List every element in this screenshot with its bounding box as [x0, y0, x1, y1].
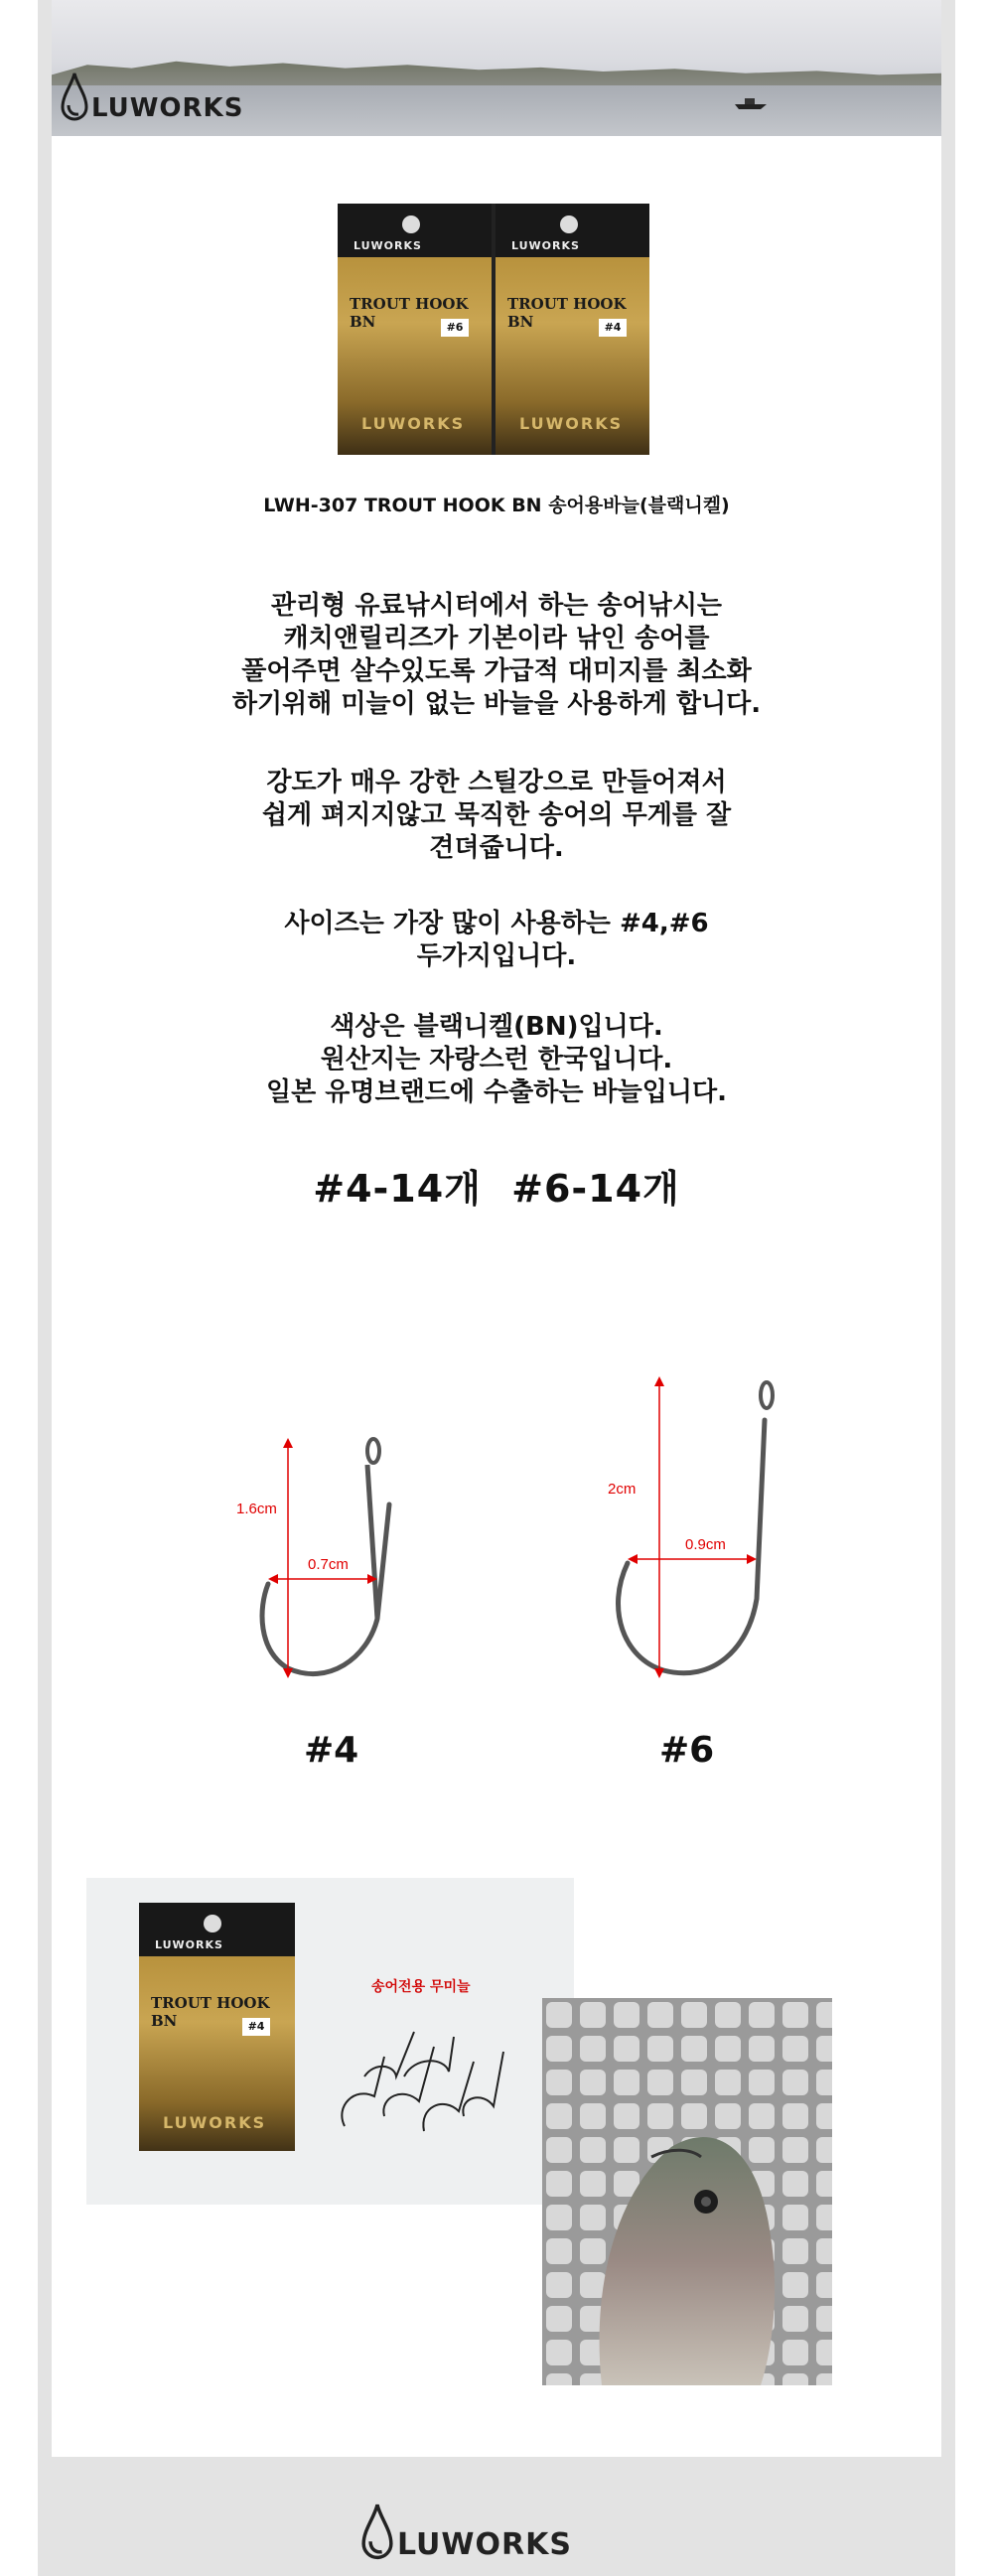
product-image: [338, 204, 649, 455]
pack-brand: LUWORKS: [511, 239, 580, 252]
hook-6-height-label: 2cm: [608, 1481, 637, 1498]
hook-4-width-label: 0.7cm: [308, 1556, 349, 1573]
description-line: 원산지는 자랑스런 한국입니다.: [320, 1045, 673, 1074]
hook-4-shank: [367, 1465, 377, 1619]
footer-logo-text: LUWORKS: [397, 2527, 572, 2562]
hook-4-height-arrow-bottom: [283, 1668, 293, 1678]
description-paragraph-3: [0, 908, 993, 973]
logo-drop-icon: [359, 2503, 395, 2562]
description-line: 풀어주면 살수있도록 가급적 대미지를 최소화: [241, 656, 752, 686]
description-line: 색상은 블랙니켈(BN)입니다.: [330, 1012, 663, 1042]
hook-4-label: #4: [304, 1730, 359, 1771]
pack-hang-hole: [560, 215, 578, 233]
description-line: 강도가 매우 강한 스틸강으로 만들어져서: [266, 768, 727, 797]
description-line: 하기위해 미늘이 없는 바늘을 사용하게 합니다.: [231, 689, 762, 719]
pack-hang-hole: [402, 215, 420, 233]
description-paragraph-4: [0, 1011, 993, 1109]
hook-6-width-label: 0.9cm: [685, 1536, 726, 1553]
hook-6-height-arrow-top: [654, 1376, 664, 1386]
photo-pack: [139, 1903, 295, 2151]
barbless-label: 송어전용 무미늘: [371, 1979, 471, 1995]
trout-in-net-image: [542, 1998, 832, 2385]
description-line: 두가지입니다.: [416, 941, 577, 971]
header-logo-text: LUWORKS: [91, 93, 244, 123]
product-caption: LWH-307 TROUT HOOK BN 송어용바늘(블랙니켈): [263, 495, 730, 516]
pack-brand-large: LUWORKS: [519, 414, 624, 433]
hook-6-eye: [761, 1382, 773, 1408]
description-line: 관리형 유료낚시터에서 하는 송어낚시는: [270, 591, 723, 621]
description-line: 쉽게 펴지지않고 묵직한 송어의 무게를 잘: [261, 800, 732, 830]
description-paragraph-1: [0, 590, 993, 721]
pack-size: #4: [599, 319, 627, 337]
hook-6-diagram: [580, 1360, 808, 1718]
hook-6-width-arrow-right: [747, 1554, 757, 1564]
hook-4-height-label: 1.6cm: [236, 1501, 277, 1517]
hook-4-eye: [367, 1439, 379, 1463]
pack-title: TROUT HOOK BN: [507, 295, 627, 331]
description-line: 견뎌줍니다.: [429, 833, 564, 863]
quantity-text: #4-14개 #6-14개: [313, 1167, 680, 1211]
hook-6-height-arrow-bottom: [654, 1668, 664, 1678]
pack-hang-hole: [204, 1915, 221, 1932]
header-logo: [60, 72, 243, 123]
trout-photo: [542, 1998, 832, 2385]
product-photo-hooks: [86, 1878, 574, 2205]
description-line: 사이즈는 가장 많이 사용하는 #4,#6: [284, 909, 709, 938]
product-pack-left: [338, 204, 492, 455]
pack-size: #4: [242, 2018, 270, 2036]
hook-6-label: #6: [659, 1730, 715, 1771]
pack-title: TROUT HOOK BN: [350, 295, 469, 331]
pack-title: TROUT HOOK BN: [151, 1994, 270, 2030]
hook-4-height-arrow-top: [283, 1438, 293, 1448]
pack-brand-large: LUWORKS: [163, 2113, 267, 2132]
footer-logo: [359, 2503, 572, 2562]
description-paragraph-2: [0, 767, 993, 865]
loose-hooks-image: [325, 2017, 523, 2146]
pack-size: #6: [441, 319, 469, 337]
pack-brand: LUWORKS: [155, 1938, 223, 1951]
hook-4-diagram: [228, 1420, 427, 1718]
boat-icon: [733, 94, 769, 110]
description-line: 캐치앤릴리즈가 기본이라 낚인 송어를: [283, 624, 710, 653]
logo-drop-icon: [60, 72, 89, 123]
pack-brand: LUWORKS: [354, 239, 422, 252]
description-line: 일본 유명브랜드에 수출하는 바늘입니다.: [265, 1077, 727, 1107]
pack-brand-large: LUWORKS: [361, 414, 466, 433]
product-pack-right: [496, 204, 649, 455]
